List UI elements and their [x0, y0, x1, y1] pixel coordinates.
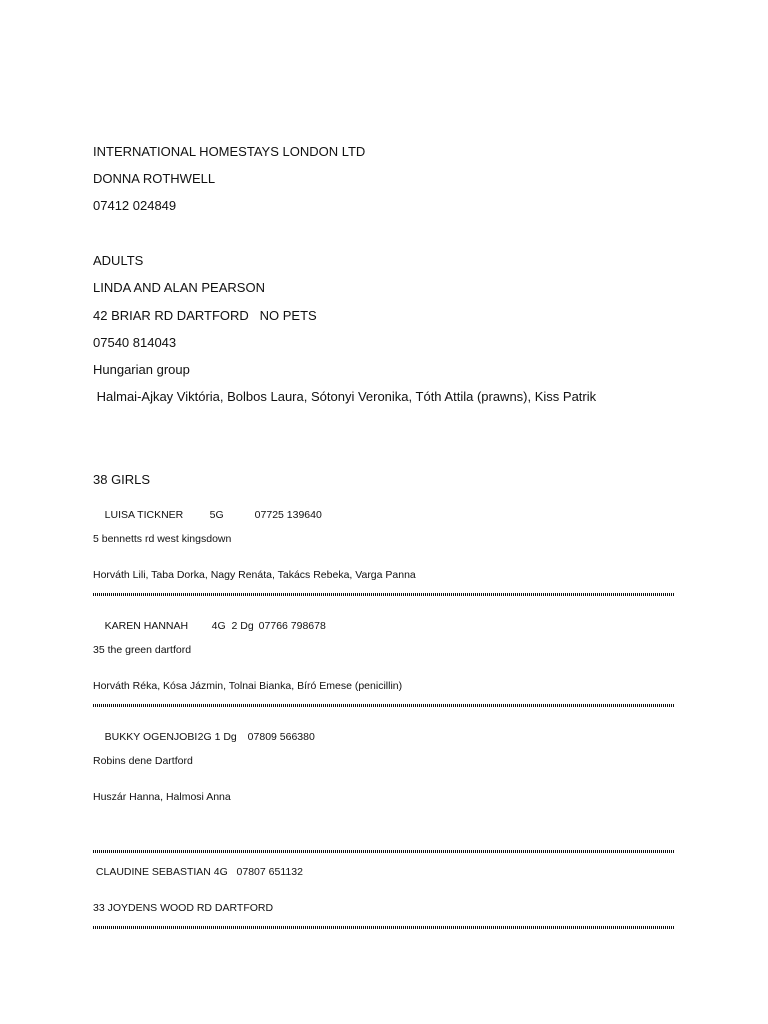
dotted-divider: [93, 850, 675, 853]
adults-heading: ADULTS: [93, 253, 144, 268]
host-name: BUKKY OGENJOBI: [104, 730, 198, 743]
host-header-row: [93, 610, 326, 642]
host-phone: 07766 798678: [258, 619, 326, 632]
host-students: Horváth Réka, Kósa Jázmin, Tolnai Bianka, Bíró Emese (penicillin): [93, 680, 403, 692]
adults-address: 42 BRIAR RD DARTFORD NO PETS: [93, 308, 317, 323]
adults-host: LINDA AND ALAN PEARSON: [93, 280, 265, 295]
host-name: KAREN HANNAH: [104, 619, 189, 632]
dotted-divider: [93, 593, 675, 596]
host-address: 33 JOYDENS WOOD RD DARTFORD: [93, 902, 274, 914]
host-rooms: 2G 1 Dg: [197, 730, 237, 743]
host-phone: 07809 566380: [247, 730, 315, 743]
agency-company: INTERNATIONAL HOMESTAYS LONDON LTD: [93, 144, 366, 159]
host-header-row: [93, 499, 322, 531]
agency-contact: DONNA ROTHWELL: [93, 171, 216, 186]
agency-phone: 07412 024849: [93, 198, 177, 213]
dotted-divider: [93, 704, 675, 707]
adults-phone: 07540 814043: [93, 335, 177, 350]
adults-students: Halmai-Ajkay Viktória, Bolbos Laura, Sótonyi Veronika, Tóth Attila (prawns), Kiss Patrik: [93, 389, 597, 404]
host-rooms: 4G 2 Dg: [211, 619, 254, 632]
host-name: LUISA TICKNER: [104, 508, 184, 521]
adults-group: Hungarian group: [93, 362, 190, 377]
dotted-divider: [93, 926, 675, 929]
host-phone: 07725 139640: [254, 508, 322, 521]
host-students: Horváth Lili, Taba Dorka, Nagy Renáta, Takács Rebeka, Varga Panna: [93, 569, 416, 581]
host-students: Huszár Hanna, Halmosi Anna: [93, 791, 231, 803]
host-address: 5 bennetts rd west kingsdown: [93, 533, 232, 545]
host-address: Robins dene Dartford: [93, 755, 193, 767]
girls-heading: 38 GIRLS: [93, 472, 151, 487]
host-header-row: CLAUDINE SEBASTIAN 4G 07807 651132: [93, 866, 303, 878]
host-address: 35 the green dartford: [93, 644, 192, 656]
host-header-row: [93, 721, 315, 753]
host-rooms: 5G: [209, 508, 224, 521]
